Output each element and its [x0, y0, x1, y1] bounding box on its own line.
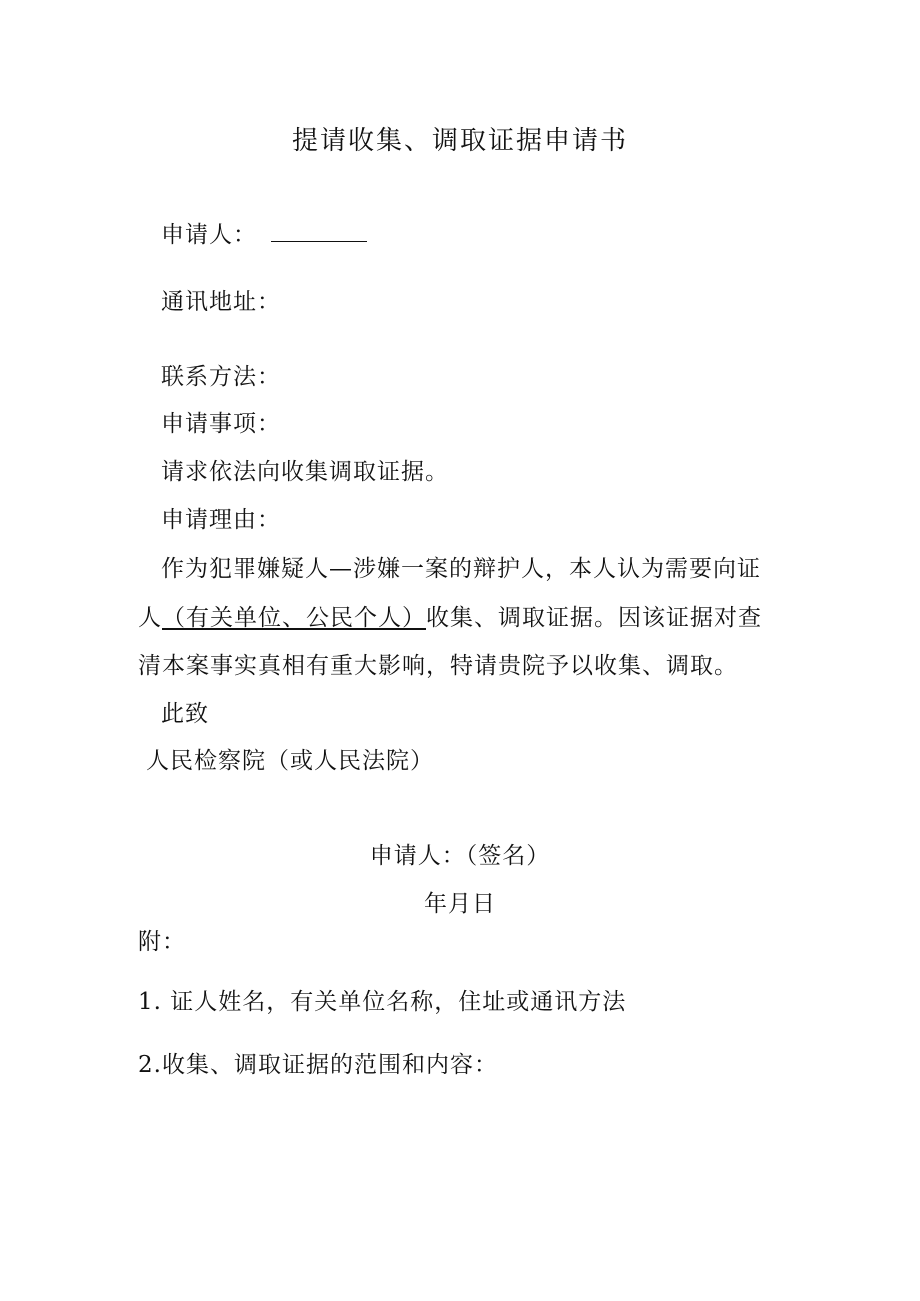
applicant-label: 申请人： [161, 222, 257, 248]
date-line: 年月日 [424, 891, 496, 917]
recipient: 人民检察院（或人民法院） [146, 748, 434, 774]
applicant-blank [271, 219, 367, 242]
reason-line-2-suffix: 收集、调取证据。因该证据对查 [426, 605, 762, 631]
reason-line-2 [138, 603, 762, 633]
reason-label: 申请理由： [161, 507, 281, 533]
reason-line-2-prefix: 人 [138, 605, 162, 631]
attachment-item-1: 1. 证人姓名，有关单位名称，住址或通讯方法 [138, 989, 627, 1015]
signature-line: 申请人：（签名） [369, 843, 551, 869]
matter-text: 请求依法向收集调取证据。 [161, 459, 449, 485]
document-title: 提请收集、调取证据申请书 [291, 126, 628, 156]
attachment-label: 附： [138, 929, 186, 955]
address-label: 通讯地址： [161, 289, 281, 315]
reason-line-1: 作为犯罪嫌疑人—涉嫌一案的辩护人，本人认为需要向证 [161, 556, 761, 582]
contact-label: 联系方法： [161, 364, 281, 390]
applicant-line [161, 219, 367, 250]
salutation: 此致 [161, 701, 209, 727]
reason-line-3: 清本案事实真相有重大影响，特请贵院予以收集、调取。 [138, 653, 738, 679]
matter-label: 申请事项： [161, 411, 281, 437]
attachment-item-2: 2.收集、调取证据的范围和内容： [138, 1052, 498, 1078]
reason-line-2-underlined: （有关单位、公民个人） [162, 605, 426, 631]
